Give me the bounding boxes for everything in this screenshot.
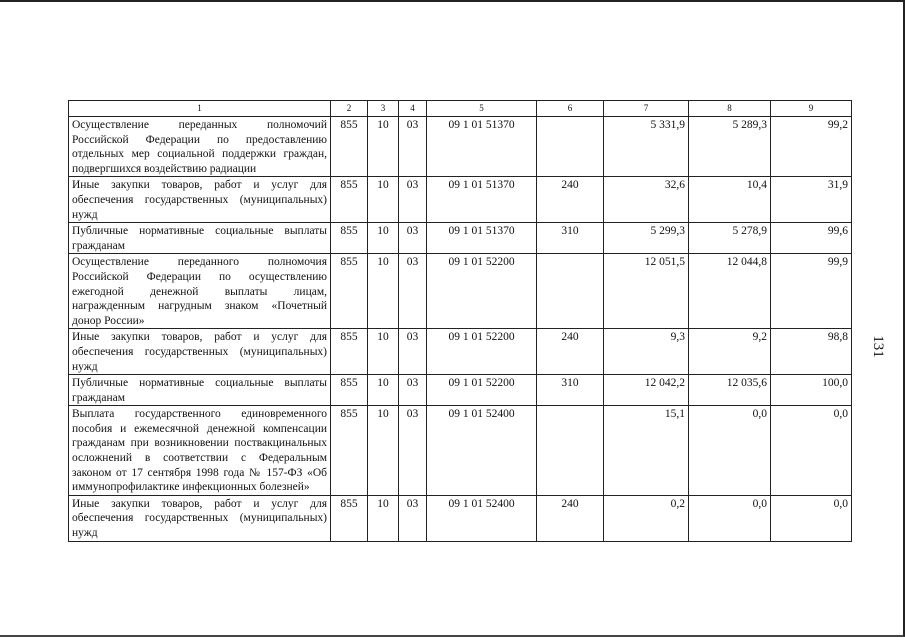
target-article-cell: 09 1 01 52200 xyxy=(427,375,537,406)
section-cell: 10 xyxy=(368,406,399,496)
subsection-cell: 03 xyxy=(399,375,427,406)
section-cell: 10 xyxy=(368,254,399,329)
column-header: 9 xyxy=(771,101,852,117)
expense-type-cell: 310 xyxy=(537,375,604,406)
section-cell: 10 xyxy=(368,117,399,177)
execution-percent-cell: 0,0 xyxy=(771,406,852,496)
column-header: 5 xyxy=(427,101,537,117)
target-article-cell: 09 1 01 52200 xyxy=(427,329,537,375)
page-number: 131 xyxy=(869,335,886,358)
subsection-cell: 03 xyxy=(399,254,427,329)
executed-amount-cell: 12 044,8 xyxy=(689,254,771,329)
column-header: 3 xyxy=(368,101,399,117)
section-cell: 10 xyxy=(368,177,399,223)
column-header: 7 xyxy=(604,101,689,117)
expense-type-cell xyxy=(537,254,604,329)
row-name-cell: Выплата государственного единовременного пособия и ежемесячной денежной компенсации гражданам при возникновении поствакцинальных осложнений в соответствии с Федеральным законом от 17 сентября 1998 года № 157-ФЗ «Об иммунопрофилактике инфекционных болезней» xyxy=(69,406,331,496)
expense-type-cell: 310 xyxy=(537,223,604,254)
target-article-cell: 09 1 01 52400 xyxy=(427,406,537,496)
gr-code-cell: 855 xyxy=(331,223,368,254)
target-article-cell: 09 1 01 51370 xyxy=(427,177,537,223)
column-header: 4 xyxy=(399,101,427,117)
planned-amount-cell: 0,2 xyxy=(604,495,689,541)
subsection-cell: 03 xyxy=(399,495,427,541)
planned-amount-cell: 9,3 xyxy=(604,329,689,375)
expense-type-cell: 240 xyxy=(537,177,604,223)
column-header: 2 xyxy=(331,101,368,117)
table-row xyxy=(69,254,852,329)
planned-amount-cell: 5 299,3 xyxy=(604,223,689,254)
row-name-cell: Иные закупки товаров, работ и услуг для обеспечения государственных (муниципальных) нужд xyxy=(69,177,331,223)
row-name-cell: Публичные нормативные социальные выплаты гражданам xyxy=(69,223,331,254)
table-row xyxy=(69,117,852,177)
gr-code-cell: 855 xyxy=(331,329,368,375)
planned-amount-cell: 12 042,2 xyxy=(604,375,689,406)
subsection-cell: 03 xyxy=(399,329,427,375)
subsection-cell: 03 xyxy=(399,177,427,223)
subsection-cell: 03 xyxy=(399,223,427,254)
column-header: 1 xyxy=(69,101,331,117)
gr-code-cell: 855 xyxy=(331,375,368,406)
table-row xyxy=(69,329,852,375)
executed-amount-cell: 5 278,9 xyxy=(689,223,771,254)
section-cell: 10 xyxy=(368,329,399,375)
execution-percent-cell: 99,2 xyxy=(771,117,852,177)
row-name-cell: Иные закупки товаров, работ и услуг для обеспечения государственных (муниципальных) нужд xyxy=(69,329,331,375)
execution-percent-cell: 31,9 xyxy=(771,177,852,223)
table-row xyxy=(69,177,852,223)
gr-code-cell: 855 xyxy=(331,177,368,223)
executed-amount-cell: 5 289,3 xyxy=(689,117,771,177)
planned-amount-cell: 15,1 xyxy=(604,406,689,496)
executed-amount-cell: 12 035,6 xyxy=(689,375,771,406)
column-header: 8 xyxy=(689,101,771,117)
subsection-cell: 03 xyxy=(399,406,427,496)
executed-amount-cell: 10,4 xyxy=(689,177,771,223)
execution-percent-cell: 99,6 xyxy=(771,223,852,254)
table-row xyxy=(69,223,852,254)
execution-percent-cell: 99,9 xyxy=(771,254,852,329)
gr-code-cell: 855 xyxy=(331,117,368,177)
table-row xyxy=(69,495,852,541)
section-cell: 10 xyxy=(368,375,399,406)
row-name-cell: Публичные нормативные социальные выплаты гражданам xyxy=(69,375,331,406)
target-article-cell: 09 1 01 51370 xyxy=(427,223,537,254)
execution-percent-cell: 98,8 xyxy=(771,329,852,375)
row-name-cell: Осуществление переданного полномочия Российской Федерации по осуществлению ежегодной денежной выплаты лицам, награжденным нагрудным знаком «Почетный донор России» xyxy=(69,254,331,329)
table-row xyxy=(69,406,852,496)
expense-type-cell: 240 xyxy=(537,495,604,541)
executed-amount-cell: 0,0 xyxy=(689,495,771,541)
gr-code-cell: 855 xyxy=(331,254,368,329)
budget-table xyxy=(68,100,852,542)
expense-type-cell xyxy=(537,406,604,496)
subsection-cell: 03 xyxy=(399,117,427,177)
column-header: 6 xyxy=(537,101,604,117)
planned-amount-cell: 12 051,5 xyxy=(604,254,689,329)
expense-type-cell: 240 xyxy=(537,329,604,375)
target-article-cell: 09 1 01 52400 xyxy=(427,495,537,541)
target-article-cell: 09 1 01 51370 xyxy=(427,117,537,177)
gr-code-cell: 855 xyxy=(331,406,368,496)
row-name-cell: Осуществление переданных полномочий Российской Федерации по предоставлению отдельных мер социальной поддержки граждан, подвергшихся воздействию радиации xyxy=(69,117,331,177)
execution-percent-cell: 0,0 xyxy=(771,495,852,541)
execution-percent-cell: 100,0 xyxy=(771,375,852,406)
target-article-cell: 09 1 01 52200 xyxy=(427,254,537,329)
gr-code-cell: 855 xyxy=(331,495,368,541)
planned-amount-cell: 5 331,9 xyxy=(604,117,689,177)
expense-type-cell xyxy=(537,117,604,177)
column-number-row xyxy=(69,101,852,117)
section-cell: 10 xyxy=(368,495,399,541)
section-cell: 10 xyxy=(368,223,399,254)
executed-amount-cell: 9,2 xyxy=(689,329,771,375)
executed-amount-cell: 0,0 xyxy=(689,406,771,496)
planned-amount-cell: 32,6 xyxy=(604,177,689,223)
table-row xyxy=(69,375,852,406)
row-name-cell: Иные закупки товаров, работ и услуг для обеспечения государственных (муниципальных) нужд xyxy=(69,495,331,541)
